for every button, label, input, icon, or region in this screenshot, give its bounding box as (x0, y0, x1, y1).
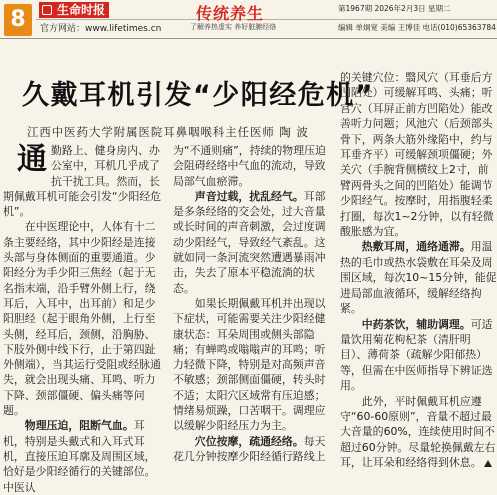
paragraph (3, 143, 166, 219)
paragraph-text: 此外，平时佩戴耳机应遵守“60-60原则”，音量不超过最大音量的60%，连续使用时间不超过60分钟。尽量轮换佩戴左右耳，让耳朵和经络得到休息。 (340, 394, 496, 470)
paper-logo (39, 2, 109, 18)
article-column-2 (173, 143, 335, 464)
drop-cap: 通 (17, 142, 47, 177)
article-title: 久戴耳机引发“少阳经危机” (22, 80, 374, 111)
end-mark-icon (484, 460, 492, 467)
paragraph-text: 耳机，特别是头戴式和入耳式耳机，直接压迫耳廓及周围区域，恰好是少阳经循行的关键部位。中医认 (3, 419, 156, 494)
paragraph (173, 434, 335, 465)
header-rule (36, 19, 497, 20)
editor-info: 编辑 单炯宽 美编 王博佳 电话(010)65363784 (338, 23, 496, 32)
page-number: 8 (4, 4, 32, 36)
paragraph: 在中医理论中，人体有十二条主要经络，其中少阳经是连接头部与身体侧面的重要通道。少阳经分为手少阳三焦经（起于无名指末端，沿手臂外侧上行，绕耳后，入耳中，出耳前）和足少阳胆经（起于眼角外侧，上行至头侧，经耳后，颈侧，沿胸胁、下肢外侧中线下行，止于第四趾外侧端），当其运行受阻或经脉通失，就会出现头痛、耳鸣、听力下降、颈部僵硬、偏头痛等问题。 (3, 220, 161, 418)
article-column-1 (3, 143, 166, 495)
logo-mark-icon (42, 5, 52, 15)
section-title: 传统养生 (196, 4, 265, 23)
subhead: 中药茶饮，辅助调理。 (361, 317, 471, 331)
section-subtitle: 了解养热虚实 养好脏腑经络 (190, 23, 277, 31)
article-byline: 江西中医药大学附属医院耳鼻咽喉科主任医师 陶 波 (27, 125, 309, 139)
subhead: 声音过载，扰乱经气。 (194, 189, 304, 203)
site-label: 官方网站：www.lifetimes.cn (40, 24, 162, 34)
subhead: 物理压迫，阻断气血。 (24, 419, 134, 433)
paragraph: 如果长期佩戴耳机并出现以下症状，可能需要关注少阳经健康状态：耳朵周围或侧头部隐痛；有蝉鸣或嗡嗡声的耳鸣；听力轻微下降，特别是对高频声音不敏感；颈部侧面僵硬，转头时不适；太阳穴区域常有压迫感；情绪易烦躁，口苦咽干。调理应以缓解少阳经压力为主。 (173, 296, 326, 433)
paragraph (173, 189, 335, 296)
paragraph-text: 勤路上、健身房内、办公室中，耳机几乎成了抗干扰工具。然而，长期佩戴耳机可能会引发“少阳经危机”。 (3, 144, 162, 219)
paragraph: 的关键穴位：翳风穴（耳垂后方凹陷处）可缓解耳鸣、头痛；听宫穴（耳屏正前方凹陷处）能改善听力问题；风池穴（后颈部头骨下，两条大筋外缘陷中，约与耳垂齐平）可缓解颈项僵硬；外关穴（手腕背侧横纹上2寸，前臂两骨头之间的凹陷处）能调节少阳经气。按摩时，用指腹轻柔打圈，每次1~2分钟，以有轻微酸胀感为宜。 (340, 71, 494, 239)
paragraph-text: 用温热的毛巾或热水袋敷在耳朵及周围区域，每次10~15分钟，能促进局部血液循环，缓解经络拘紧。 (340, 240, 497, 316)
paragraph (340, 394, 497, 471)
article-column-3 (340, 70, 497, 471)
paragraph-text: 每天花几分钟按摩少阳经循行路线上 (173, 434, 326, 463)
paragraph-text: 可适量饮用菊花枸杞茶（清肝明目）、薄荷茶（疏解少阳郁热）等，但需在中医师指导下辨证选用。 (340, 317, 493, 393)
page-header (0, 0, 497, 38)
paragraph-text: 耳部是多条经络的交会处，过大音量或长时间的声音刺激，会过度调动少阳经气，导致经气紊乱。这就如同一条河流突然遭遇暴雨冲击，失去了原本平稳流淌的状态。 (173, 189, 326, 295)
issue-info: 第1967期 2026年2月3日 星期二 (338, 4, 451, 13)
paragraph (340, 239, 497, 316)
subhead: 穴位按摩，疏通经络。 (194, 434, 304, 448)
paper-name: 生命时报 (57, 3, 106, 17)
paragraph (340, 317, 497, 394)
subhead: 热敷耳周，通络通滞。 (361, 240, 471, 254)
paragraph: 为“不通则痛”，持续的物理压迫会阻碍经络中气血的流动，导致局部气血瘀滞。 (173, 144, 326, 188)
paragraph (3, 418, 166, 494)
header-bottom-rule (0, 38, 497, 39)
